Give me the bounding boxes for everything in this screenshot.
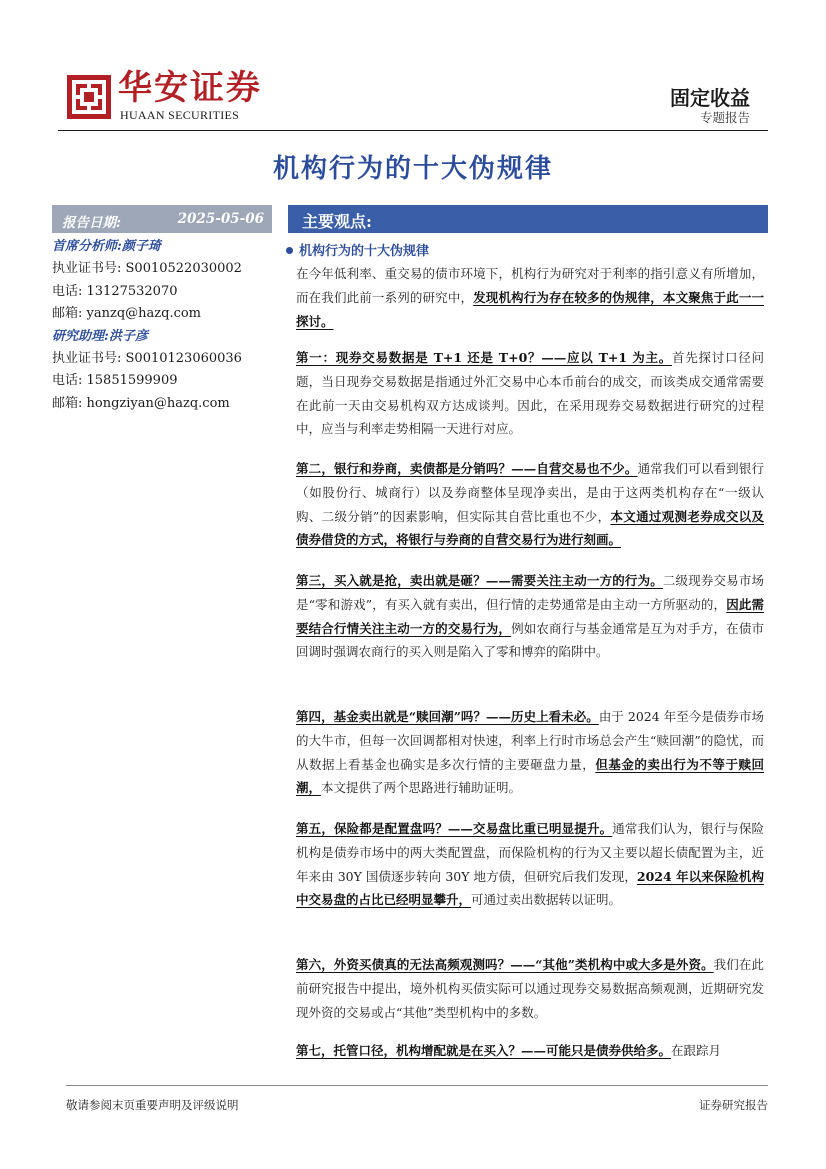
brand-name-cn: 华安证券 — [118, 68, 262, 108]
paragraph-6 — [296, 953, 764, 1024]
report-date-bar — [52, 205, 272, 233]
point-5-text: 通常我们认为，银行与保险机构是债券市场中的两大类配置盘，而保险机构的行为又主要以超长债配置为主，近年来由 30Y 国债逐步转向 30Y 地方债，但研究后我们发现， — [296, 821, 764, 884]
point-4-text: 由于 2024 年至今是债券市场的大牛市，但每一次回调都相对快速，利率上行时市场总会产生“赎回潮”的隐忧，而从数据上看基金也确实是多次行情的主要砸盘力量， — [296, 709, 764, 772]
paragraph-3 — [296, 569, 764, 664]
assistant-role: 研究助理: — [52, 328, 109, 344]
point-6-heading: 第六，外资买债真的无法高频观测吗？——“其他”类机构中或大多是外资。 — [296, 957, 714, 972]
paragraph-7 — [296, 1039, 764, 1063]
report-category: 固定收益 — [670, 86, 750, 110]
assistant-phone: 电话: 15851599909 — [52, 373, 178, 389]
main-points-bar — [288, 205, 768, 233]
report-date-label: 报告日期: — [62, 215, 121, 231]
assistant-name: 洪子彦 — [108, 328, 148, 344]
point-2-heading: 第二，银行和券商，卖债都是分销吗？——自营交易也不少。 — [296, 461, 638, 476]
point-3-text-2: 例如农商行与基金通常是互为对手方，在债市回调时强调农商行的买入则是陷入了零和博弈的陷阱中。 — [296, 620, 764, 660]
section-subheading — [286, 240, 429, 259]
footer-report-label: 证券研究报告 — [699, 1098, 768, 1112]
analyst-email: 邮箱: yanzq@hazq.com — [52, 306, 202, 322]
point-4-heading: 第四，基金卖出就是“赎回潮”吗？——历史上看未必。 — [296, 709, 599, 724]
point-1-heading: 第一：现券交易数据是 T+1 还是 T+0？——应以 T+1 为主。 — [296, 350, 672, 365]
point-4-text-2: 本文提供了两个思路进行辅助证明。 — [321, 780, 522, 796]
point-5-heading: 第五，保险都是配置盘吗？——交易盘比重已明显提升。 — [296, 821, 613, 836]
report-title: 机构行为的十大伪规律 — [272, 154, 553, 184]
paragraph-1 — [296, 346, 764, 441]
subheading-text: 机构行为的十大伪规律 — [299, 244, 430, 259]
paragraph-5 — [296, 817, 764, 912]
intro-highlight: 发现机构行为存在较多的伪规律，本文聚焦于此一一探讨。 — [296, 289, 764, 329]
intro-text: 在今年低利率、重交易的债市环境下，机构行为研究对于利率的指引意义有所增加，而在我们此前一系列的研究中， — [296, 266, 764, 305]
bullet-icon — [286, 247, 293, 254]
main-points-title: 主要观点: — [302, 212, 372, 231]
report-type: 专题报告 — [699, 110, 750, 125]
assistant-email: 邮箱: hongziyan@hazq.com — [52, 395, 230, 411]
point-3-text: 二级现券交易市场是“零和游戏”，有买入就有卖出，但行情的走势通常是由主动一方所驱动的， — [296, 573, 764, 612]
point-5-highlight: 2024 年以来保险机构中交易盘的占比已经明显攀升， — [296, 868, 764, 908]
analyst-info — [52, 236, 277, 415]
analyst-name: 颜子琦 — [121, 239, 161, 254]
analyst-cert: 执业证书号: S0010522030002 — [52, 261, 242, 277]
company-logo-icon — [66, 74, 112, 120]
paragraph-4 — [296, 705, 764, 800]
point-5-text-2: 可通过卖出数据转以证明。 — [471, 892, 622, 908]
assistant-cert: 执业证书号: S0010123060036 — [52, 351, 242, 367]
point-7-text: 在跟踪月 — [671, 1043, 722, 1058]
paragraph-intro — [296, 262, 764, 333]
brand-name-en: HUAAN SECURITIES — [120, 108, 240, 122]
paragraph-2 — [296, 457, 764, 552]
point-2-highlight: 本文通过观测老券成交以及债券借贷的方式，将银行与券商的自营交易行为进行刻画。 — [296, 508, 764, 548]
point-4-highlight: 但基金的卖出行为不等于赎回潮， — [296, 756, 764, 796]
footer-divider — [66, 1085, 768, 1086]
point-7-heading: 第七，托管口径，机构增配就是在买入？——可能只是债券供给多。 — [296, 1043, 672, 1058]
point-6-text: 我们在此前研究报告中提出，境外机构买债实际可以通过现券交易数据高频观测，近期研究发现外资的交易或占“其他”类型机构中的多数。 — [296, 957, 764, 1020]
report-date-value: 2025-05-06 — [177, 211, 264, 227]
analyst-role: 首席分析师: — [52, 239, 122, 254]
header-divider — [58, 130, 768, 131]
point-3-highlight: 因此需要结合行情关注主动一方的交易行为， — [296, 596, 764, 636]
point-2-text: 通常我们可以看到银行（如股份行、城商行）以及券商整体呈现净卖出，是由于这两类机构存在“一级认购、二级分销”的因素影响，但实际其自营比重也不少， — [296, 461, 764, 524]
analyst-phone: 电话: 13127532070 — [52, 283, 178, 299]
point-3-heading: 第三，买入就是抢，卖出就是砸？——需要关注主动一方的行为。 — [296, 573, 663, 588]
point-1-text: 首先探讨口径问题，当日现券交易数据是指通过外汇交易中心本币前台的成交，而该类成交通常需要在此前一天由交易机构双方达成谈判。因此，在采用现券交易数据进行研究的过程中，应当与利率走势相隔一天进行对应。 — [296, 350, 764, 437]
footer-disclaimer: 敬请参阅末页重要声明及评级说明 — [66, 1098, 239, 1112]
